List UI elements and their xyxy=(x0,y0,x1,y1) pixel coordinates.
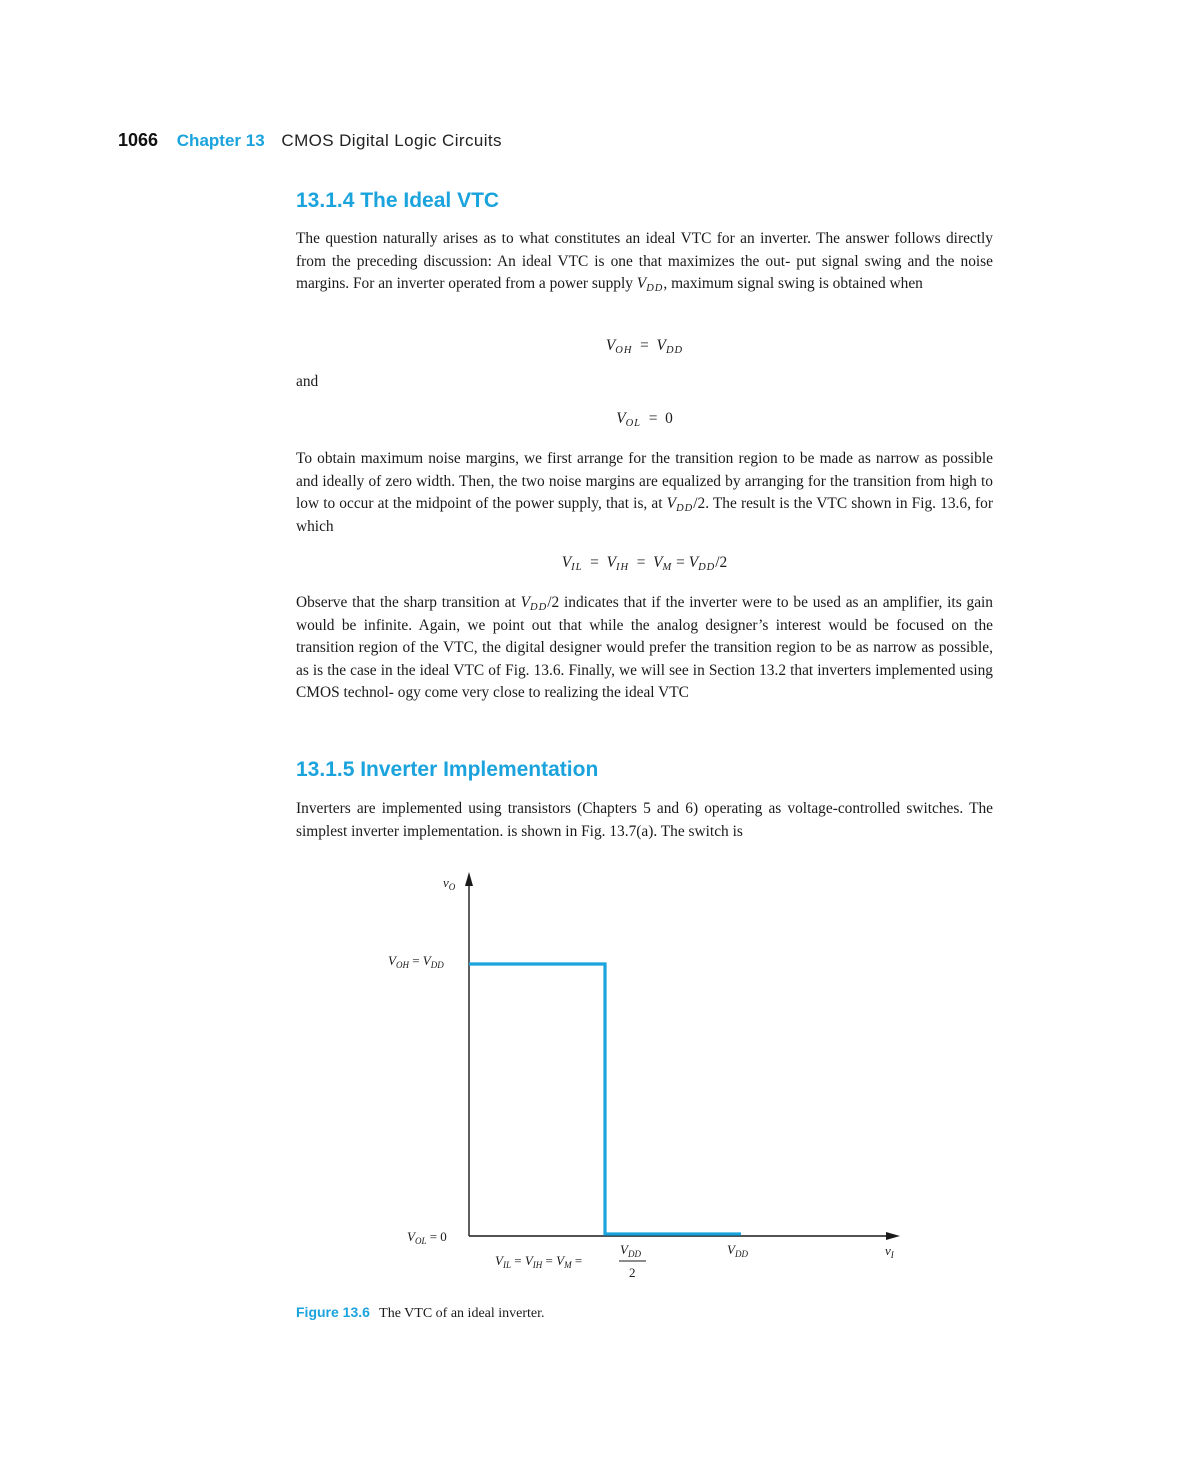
noise-margins-text-end: The result is the VTC shown in Fig. 13.6, for which xyxy=(296,495,993,535)
y-tick-label-voh: $V_{OH} = V_{DD}$ xyxy=(388,953,444,970)
chapter-label: Chapter 13 xyxy=(176,131,265,150)
x-tick-label-denominator: 2 xyxy=(629,1265,636,1280)
x-tick-label-vm: $V_{IL} = V_{IH} = V_M$ = xyxy=(495,1253,583,1270)
figure-caption-number: Figure 13.6 xyxy=(296,1304,370,1320)
and-label: and xyxy=(296,373,319,390)
x-tick-label-vdd: $V_{DD}$ xyxy=(727,1242,748,1259)
page-number: 1066 xyxy=(118,130,159,150)
equation-vol: $V_{OL} = 0$ xyxy=(616,410,673,429)
paragraph-ideal-vtc-intro: The question naturally arises as to what constitutes an ideal VTC for an inverter. The answer follows directly from the preceding discussion: An ideal VTC is one that maximizes the out- put signal swing and the noise margins. For an inverter operated from a power supply $V_{DD}$, maximum signal swing is obtained when xyxy=(296,230,993,294)
noise-margins-text: To obtain maximum noise margins, we first arrange for the transition region to be made as narrow as possible and ideally of zero width. Then, the two noise margins are equalized by arranging for the transition from high to low to occur at the midpoint of the power supply, that is, at xyxy=(296,450,993,512)
intro-text: The question naturally arises as to what constitutes an ideal VTC for an inverter. The answer follows directly from the preceding discussion: An ideal VTC is one that maximizes the out- put signal swing and the noise margins. For an inverter operated from a power supply xyxy=(296,230,993,292)
x-axis-arrow-icon xyxy=(886,1232,900,1240)
intro-text-end: maximum signal swing is obtained when xyxy=(671,275,923,292)
y-axis-label: $v_O$ xyxy=(443,875,456,892)
sharp-transition-text: Observe that the sharp transition at xyxy=(296,594,516,611)
x-tick-label-vdd-numerator: $V_{DD}$ xyxy=(620,1242,641,1259)
section-heading-ideal-vtc: 13.1.4 The Ideal VTC xyxy=(296,189,500,212)
section-heading-inverter-implementation: 13.1.5 Inverter Implementation xyxy=(296,758,599,781)
x-axis-label: $v_I$ xyxy=(885,1243,894,1260)
paragraph-noise-margins: To obtain maximum noise margins, we first arrange for the transition region to be made as narrow as possible and ideally of zero width. Then, the two noise margins are equalized by arranging for the transition from high to low to occur at the midpoint of the power supply, that is, at $V_{DD}/2$. The result is the VTC shown in Fig. 13.6, for which xyxy=(296,450,993,535)
figure-caption xyxy=(296,1304,545,1322)
y-tick-label-vol: $V_{OL} = 0$ xyxy=(407,1229,447,1246)
sharp-transition-text-end: indicates that if the inverter were to be used as an amplifier, its gain would be infinite. Again, we point out that while the analog designer’s interest would be focused on the transition region of the VTC, the digital designer would prefer the transition region to be as narrow as possible, as is the case in the ideal VTC of Fig. 13.6. Finally, we will see in Section 13.2 that inverters implemented using CMOS technol- ogy come very close to realizing the ideal VTC xyxy=(296,594,993,701)
figure-caption-text: The VTC of an ideal inverter. xyxy=(379,1306,545,1321)
paragraph-sharp-transition: Observe that the sharp transition at $V_{DD}/2$ indicates that if the inverter were to be used as an amplifier, its gain would be infinite. Again, we point out that while the analog designer’s interest would be focused on the transition region of the VTC, the digital designer would prefer the transition region to be as narrow as possible, as is the case in the ideal VTC of Fig. 13.6. Finally, we will see in Section 13.2 that inverters implemented using CMOS technol- ogy come very close to realizing the ideal VTC xyxy=(296,594,993,701)
vtc-series-line xyxy=(469,964,741,1234)
y-axis-arrow-icon xyxy=(465,872,473,886)
paragraph-inverter-implementation: Inverters are implemented using transistors (Chapters 5 and 6) operating as voltage-controlled switches. The simplest inverter implementation. is shown in Fig. 13.7(a). The switch is xyxy=(296,800,993,840)
chapter-title: CMOS Digital Logic Circuits xyxy=(281,131,502,150)
equation-vm: $V_{IL} = V_{IH} = V_M = V_{DD}/2$ xyxy=(561,554,728,573)
equation-voh: $V_{OH} = V_{DD}$ xyxy=(605,337,684,356)
